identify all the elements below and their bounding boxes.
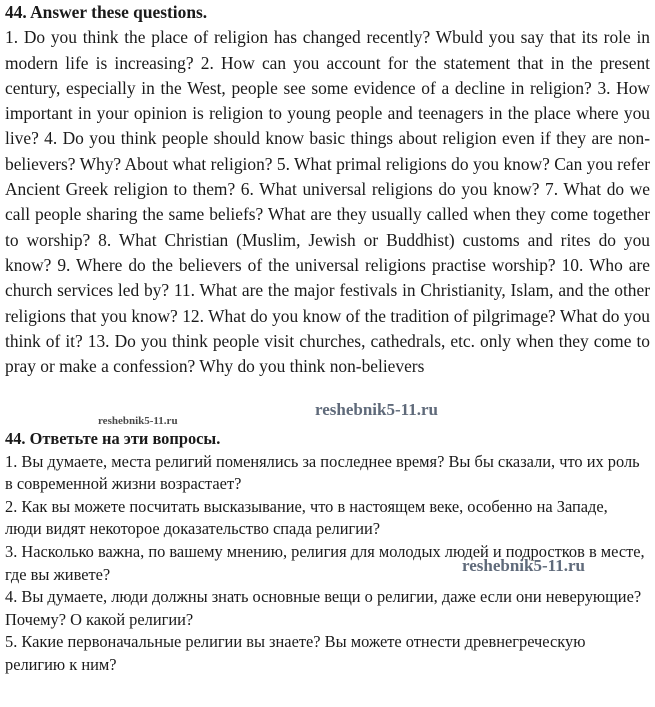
russian-item: 4. Вы думаете, люди должны знать основные вещи о религии, даже если они неверующие? Почему? О какой религии?: [5, 587, 642, 629]
english-heading: 44. Answer these questions.: [5, 2, 208, 22]
watermark-2: reshebnik5-11.ru: [462, 556, 585, 575]
watermark-1: reshebnik5-11.ru: [315, 400, 438, 419]
watermark-small: reshebnik5-11.ru: [98, 415, 178, 427]
russian-heading: 44. Ответьте на эти вопросы.: [5, 429, 221, 448]
russian-item: 5. Какие первоначальные религии вы знаете? Вы можете отнести древнегреческую религию к ним?: [5, 632, 586, 674]
russian-item: 1. Вы думаете, места религий поменялись за последнее время? Вы бы сказали, что их роль в современной жизни возрастает?: [5, 451, 640, 494]
russian-item: 2. Как вы можете посчитать высказывание, что в настоящем веке, особенно на Западе, люди видят некоторое доказательство спада религии?: [5, 496, 608, 539]
english-section: [5, 0, 650, 379]
russian-item: 3. Насколько важна, по вашему мнению, религия для молодых людей и подростков в месте, где вы живете?: [5, 541, 645, 584]
english-questions-text: 1. Do you think the place of religion has changed recently? Wbuld you say that its role in modern life is increasing? 2. How can you account for the statement that in the present century, especially in the West, people see some evidence of a decline in religion? 3. How important in your opinion is religion to young people and teenagers in the place where you live? 4. Do you think people should know basic things about religion even if they are non-believers? Why? About what religion? 5. What primal religions do you know? Can you refer Ancient Greek religion to them? 6. What universal religions do you know? 7. What do we call people sharing the same beliefs? What are they usually called when they come together to worship? 8. What Christian (Muslim, Jewish or Buddhist) customs and rites do you know? 9. Where do the believers of the universal religions practise worship? 10. Who are church services led by? 11. What are the major festivals in Christianity, Islam, and the other religions that you know? 12. What do you know of the tradition of pilgrimage? What do you think of it? 13. Do you think people visit churches, cathedrals, etc. only when they come to pray or make a confession? Why do you think non-believers: [5, 27, 650, 377]
russian-section: [5, 428, 645, 677]
